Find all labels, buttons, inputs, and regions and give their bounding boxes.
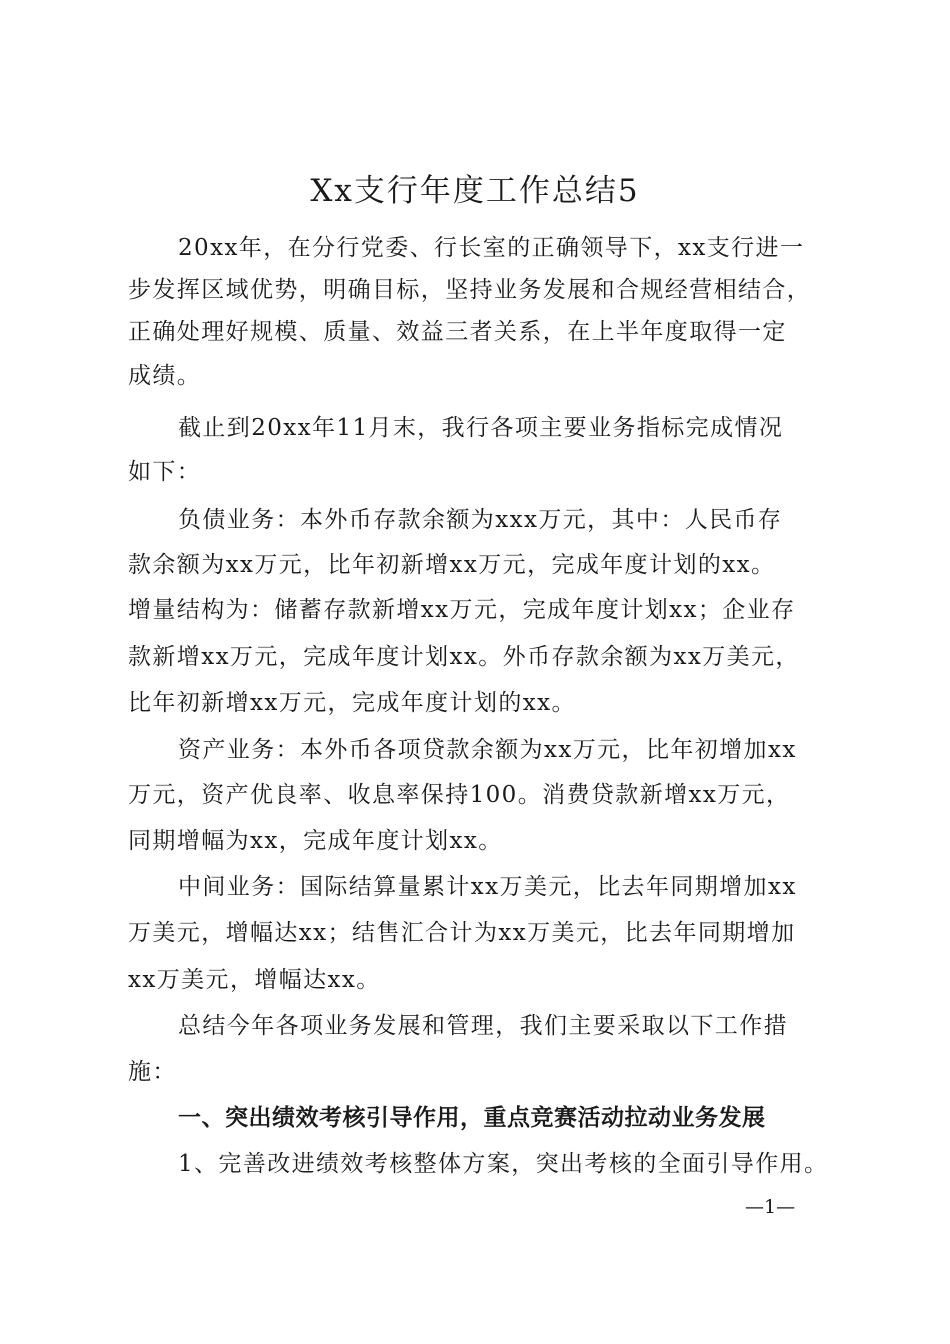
paragraph-assets-line-2: 万元，资产优良率、收息率保持100。消费贷款新增xx万元， (128, 782, 791, 808)
paragraph-intro-line-1: 20xx年，在分行党委、行长室的正确领导下，xx支行进一 (178, 235, 805, 261)
paragraph-indicators-line-2: 如下： (128, 459, 202, 485)
paragraph-intro-line-4: 成绩。 (128, 363, 202, 389)
paragraph-intermediary-line-3: xx万美元，增幅达xx。 (128, 967, 381, 993)
page-number: —1— (745, 1196, 796, 1218)
paragraph-liabilities-line-5: 比年初新增xx万元，完成年度计划的xx。 (128, 690, 576, 716)
paragraph-intro-line-3: 正确处理好规模、质量、效益三者关系，在上半年度取得一定 (128, 319, 787, 345)
paragraph-intermediary-line-1: 中间业务：国际结算量累计xx万美元，比去年同期增加xx (178, 874, 797, 900)
paragraph-indicators-line-1: 截止到20xx年11月末，我行各项主要业务指标完成情况 (178, 415, 784, 441)
paragraph-intermediary-line-2: 万美元，增幅达xx；结售汇合计为xx万美元，比去年同期增加 (128, 920, 796, 946)
subsection-line: 1、完善改进绩效考核整体方案，突出考核的全面引导作用。 (178, 1151, 829, 1177)
paragraph-liabilities-line-1: 负债业务：本外币存款余额为xxx万元，其中：人民币存 (178, 507, 783, 533)
paragraph-assets-line-1: 资产业务：本外币各项贷款余额为xx万元，比年初增加xx (178, 737, 797, 763)
paragraph-measures-line-1: 总结今年各项业务发展和管理，我们主要采取以下工作措 (178, 1013, 788, 1039)
document-title: Xx支行年度工作总结5 (310, 173, 640, 209)
paragraph-assets-line-3: 同期增幅为xx，完成年度计划xx。 (128, 828, 503, 854)
paragraph-liabilities-line-2: 款余额为xx万元，比年初新增xx万元，完成年度计划的xx。 (128, 552, 776, 578)
paragraph-liabilities-line-4: 款新增xx万元，完成年度计划xx。外币存款余额为xx万美元， (128, 644, 800, 670)
section-heading: 一、突出绩效考核引导作用，重点竞赛活动拉动业务发展 (178, 1105, 766, 1131)
paragraph-intro-line-2: 步发挥区域优势，明确目标，坚持业务发展和合规经营相结合， (128, 277, 812, 303)
paragraph-liabilities-line-3: 增量结构为：储蓄存款新增xx万元，完成年度计划xx；企业存 (128, 597, 796, 623)
paragraph-measures-line-2: 施： (128, 1059, 177, 1085)
